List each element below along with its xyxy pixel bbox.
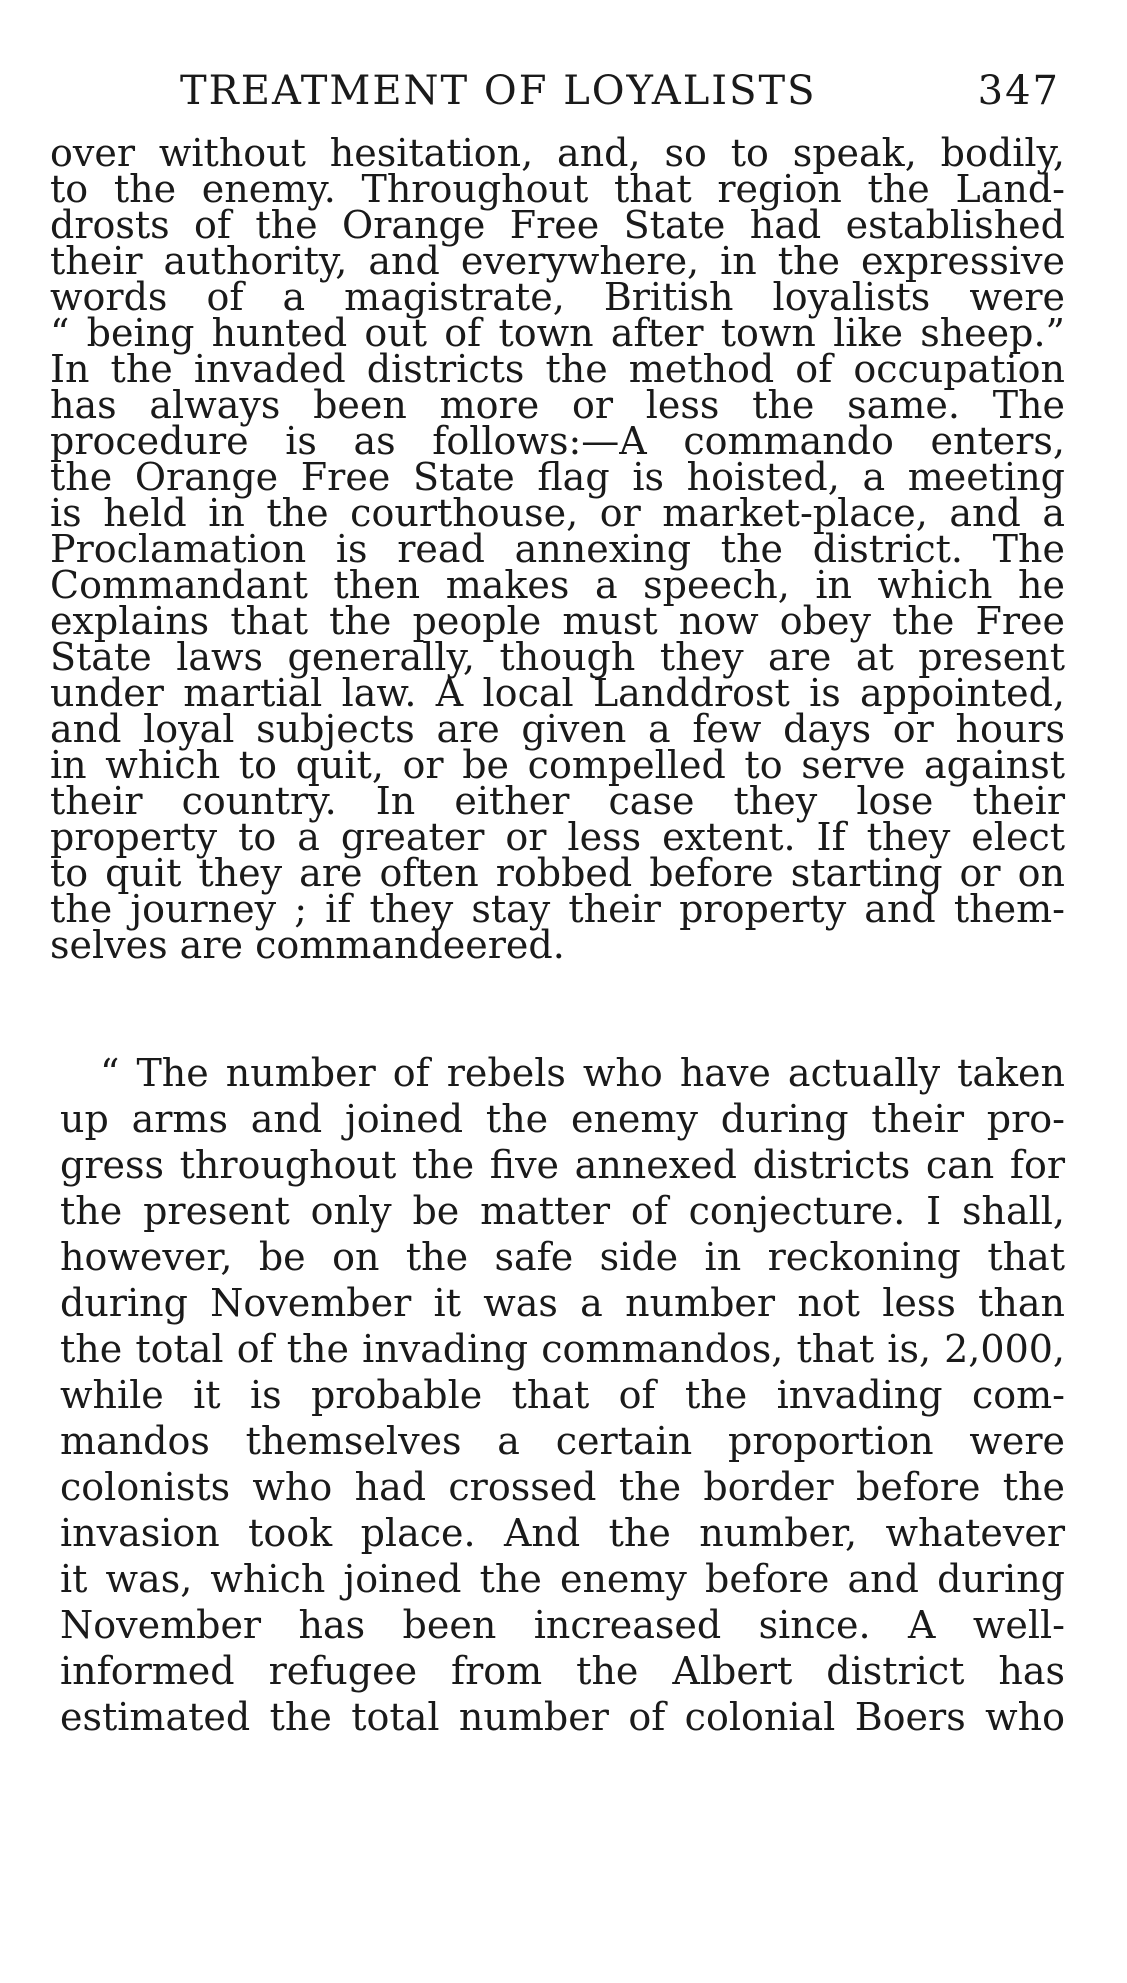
text-line: the present only be matter of conjecture. I shall, bbox=[60, 1189, 1065, 1233]
text-line: informed refugee from the Albert district has bbox=[60, 1649, 1065, 1693]
text-line: their country. In either case they lose their bbox=[50, 779, 1065, 823]
text-line: In the invaded districts the method of occupation bbox=[50, 347, 1065, 391]
text-line: Commandant then makes a speech, in which he bbox=[50, 563, 1065, 607]
text-line: however, be on the safe side in reckoning that bbox=[60, 1235, 1065, 1279]
text-line: gress throughout the five annexed districts can for bbox=[60, 1143, 1065, 1187]
text-line: colonists who had crossed the border before the bbox=[60, 1465, 1065, 1509]
text-line: has always been more or less the same. The bbox=[50, 383, 1065, 427]
text-line: “ being hunted out of town after town like sheep.” bbox=[50, 311, 1065, 355]
text-line: procedure is as follows:—A commando enters, bbox=[50, 419, 1065, 463]
text-line: selves are commandeered. bbox=[50, 923, 565, 967]
text-line: mandos themselves a certain proportion were bbox=[60, 1419, 1065, 1463]
running-title: TREATMENT OF LOYALISTS bbox=[180, 68, 817, 114]
text-line: “ The number of rebels who have actually taken bbox=[100, 1051, 1065, 1095]
text-line: to the enemy. Throughout that region the Land- bbox=[50, 167, 1065, 211]
text-line: during November it was a number not less than bbox=[60, 1281, 1065, 1325]
text-line: and loyal subjects are given a few days or hours bbox=[50, 707, 1065, 751]
text-line: up arms and joined the enemy during their pro- bbox=[60, 1097, 1065, 1141]
text-line: drosts of the Orange Free State had established bbox=[50, 203, 1065, 247]
text-line: words of a magistrate, British loyalists were bbox=[50, 275, 1065, 319]
text-line: it was, which joined the enemy before and during bbox=[60, 1557, 1065, 1601]
text-line: over without hesitation, and, so to speak, bodily, bbox=[50, 131, 1065, 175]
running-header bbox=[180, 68, 1060, 118]
text-line: explains that the people must now obey the Free bbox=[50, 599, 1065, 643]
page-number: 347 bbox=[977, 68, 1060, 114]
text-line: under martial law. A local Landdrost is appointed, bbox=[50, 671, 1065, 715]
text-line: the total of the invading commandos, that is, 2,000, bbox=[60, 1327, 1065, 1371]
text-line: while it is probable that of the invading com- bbox=[60, 1373, 1065, 1417]
text-line: the journey ; if they stay their property and them- bbox=[50, 887, 1065, 931]
text-line: their authority, and everywhere, in the expressive bbox=[50, 239, 1065, 283]
text-line: the Orange Free State flag is hoisted, a meeting bbox=[50, 455, 1065, 499]
text-line: property to a greater or less extent. If they elect bbox=[50, 815, 1065, 859]
text-line: November has been increased since. A well- bbox=[60, 1603, 1065, 1647]
text-line: State laws generally, though they are at present bbox=[50, 635, 1065, 679]
text-line: in which to quit, or be compelled to serve against bbox=[50, 743, 1065, 787]
text-line: estimated the total number of colonial Boers who bbox=[60, 1695, 1065, 1739]
text-line: to quit they are often robbed before starting or on bbox=[50, 851, 1065, 895]
text-line: is held in the courthouse, or market-place, and a bbox=[50, 491, 1065, 535]
text-line: invasion took place. And the number, whatever bbox=[60, 1511, 1065, 1555]
text-line: Proclamation is read annexing the district. The bbox=[50, 527, 1065, 571]
